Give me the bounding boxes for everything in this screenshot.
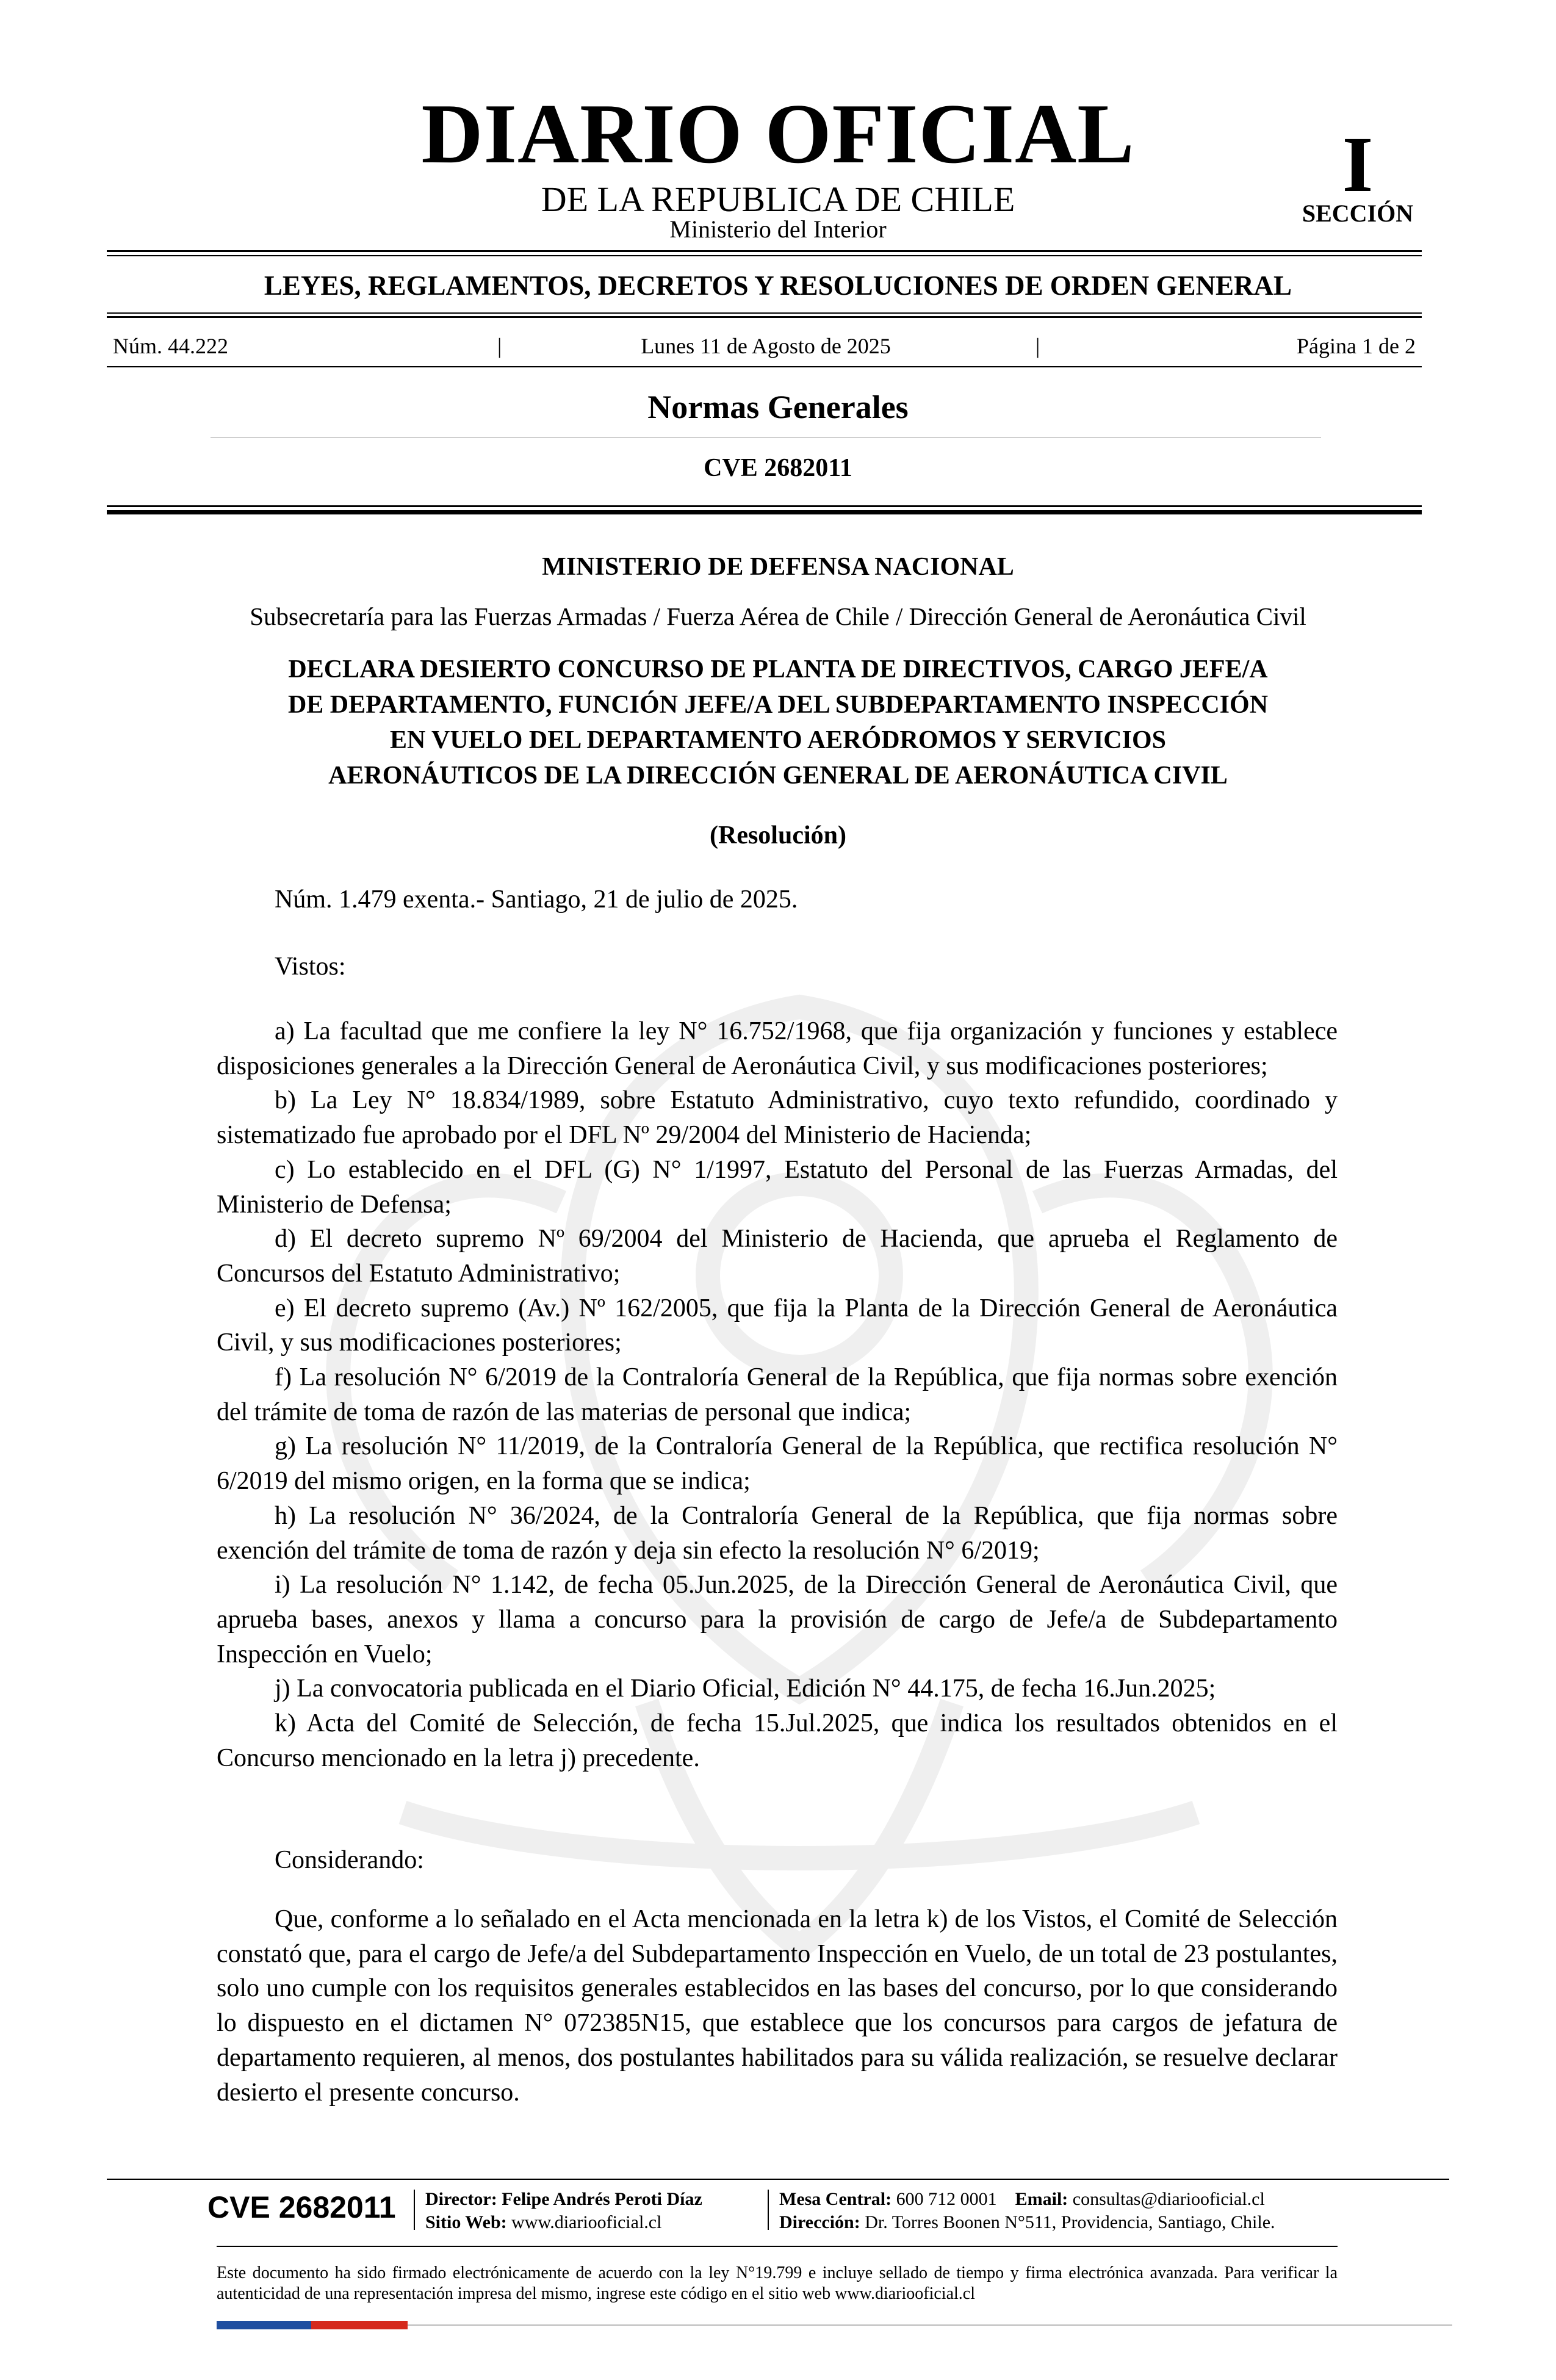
issue-separator: | xyxy=(1036,334,1040,358)
director-label: Director: xyxy=(425,2189,497,2209)
rule xyxy=(107,316,1422,318)
vistos-item: e) El decreto supremo (Av.) Nº 162/2005, que fija la Planta de la Dirección General de Aeronáutica Civil, y sus modificaciones posteriores; xyxy=(217,1294,1338,1357)
considerando-paragraph: Que, conforme a lo señalado en el Acta mencionada en la letra k) de los Vistos, el Comité de Selección constató que, para el cargo de Jefe/a del Subdepartamento Inspección en Vuelo, de un total de 23 postulantes, solo uno cumple con los requisitos generales establecidos en las bases del concurso, por lo que considerando lo dispuesto en el dictamen N° 072385N15, que establece que los concursos para cargos de jefatura de departamento requieren, al menos, dos postulantes habilitados para su válida realización, se resuelve declarar desierto el presente concurso. xyxy=(217,1905,1338,2107)
vistos-item: j) La convocatoria publicada en el Diario Oficial, Edición N° 44.175, de fecha 16.Jun.2025; xyxy=(275,1675,1216,1703)
rule xyxy=(107,366,1422,367)
issuing-subsecretaria: Subsecretaría para las Fuerzas Armadas / Fuerza Aérea de Chile / Dirección General de Aeronáutica Civil xyxy=(250,602,1306,630)
cve-code: CVE 2682011 xyxy=(704,454,852,482)
vistos-list xyxy=(217,1014,1338,1775)
mesa-phone: 600 712 0001 xyxy=(896,2189,997,2209)
footer-top-rule xyxy=(107,2179,1449,2180)
considerando-section xyxy=(217,1902,1338,2110)
title-line: DECLARA DESIERTO CONCURSO DE PLANTA DE DIRECTIVOS, CARGO JEFE/A xyxy=(288,655,1268,683)
rule xyxy=(107,255,1422,256)
vistos-item: i) La resolución N° 1.142, de fecha 05.Jun.2025, de la Dirección General de Aeronáutica Civil, que aprueba bases, anexos y llama a concurso para la provisión de cargo de Jefe/a de Subdepartamento Inspección en Vuelo; xyxy=(217,1571,1338,1668)
footer-divider xyxy=(768,2190,769,2230)
section-headline: LEYES, REGLAMENTOS, DECRETOS Y RESOLUCIONES DE ORDEN GENERAL xyxy=(264,270,1292,301)
section-label: SECCIÓN xyxy=(1302,200,1414,227)
footer-mid-rule xyxy=(217,2246,1338,2247)
vistos-item: f) La resolución N° 6/2019 de la Contraloría General de la República, que fija normas sobre exención del trámite de toma de razón de las materias de personal que indica; xyxy=(217,1363,1338,1426)
site-label: Sitio Web: xyxy=(425,2212,507,2232)
masthead-subtitle: DE LA REPUBLICA DE CHILE xyxy=(541,179,1015,219)
footer-divider xyxy=(414,2190,415,2230)
signature-note: Este documento ha sido firmado electrónicamente de acuerdo con la ley N°19.799 e incluye sellado de tiempo y firma electrónica avanzada. Para verificar la autenticidad de una representación impresa del mismo, ingrese este código en el sitio web www.diariooficial.cl xyxy=(217,2263,1338,2303)
email-link[interactable]: consultas@diariooficial.cl xyxy=(1072,2189,1265,2209)
vistos-item: c) Lo establecido en el DFL (G) N° 1/1997, Estatuto del Personal de las Fuerzas Armadas, del Ministerio de Defensa; xyxy=(217,1155,1338,1219)
footer-director-block xyxy=(425,2188,702,2234)
vistos-item: a) La facultad que me confiere la ley N° 16.752/1968, que fija organización y funciones y establece disposiciones generales a la Dirección General de Aeronáutica Civil, y sus modificaciones posteriores; xyxy=(217,1017,1338,1080)
issue-number: Núm. 44.222 xyxy=(113,334,228,358)
vistos-label: Vistos: xyxy=(275,953,346,981)
email-label: Email: xyxy=(1015,2189,1068,2209)
rule xyxy=(107,505,1422,507)
footer-contact-block xyxy=(779,2188,1275,2234)
address-label: Dirección: xyxy=(779,2212,860,2232)
masthead-title: DIARIO OFICIAL xyxy=(421,87,1135,181)
issuing-ministry: MINISTERIO DE DEFENSA NACIONAL xyxy=(542,553,1014,581)
mesa-label: Mesa Central: xyxy=(779,2189,892,2209)
vistos-item: g) La resolución N° 11/2019, de la Contraloría General de la República, que rectifica resolución N° 6/2019 del mismo origen, en la forma que se indica; xyxy=(217,1432,1338,1496)
director-name: Felipe Andrés Peroti Díaz xyxy=(502,2189,702,2209)
vistos-item: h) La resolución N° 36/2024, de la Contraloría General de la República, que fija normas sobre exención del trámite de toma de razón y deja sin efecto la resolución N° 6/2019; xyxy=(217,1501,1338,1565)
vistos-item: k) Acta del Comité de Selección, de fecha 15.Jul.2025, que indica los resultados obtenidos en el Concurso mencionado en la letra j) precedente. xyxy=(217,1709,1338,1772)
page-number: Página 1 de 2 xyxy=(1297,334,1416,358)
normas-heading: Normas Generales xyxy=(647,389,909,425)
rule xyxy=(107,250,1422,252)
footer-bottom-rule xyxy=(408,2324,1452,2326)
rule xyxy=(107,312,1422,314)
title-line: AERONÁUTICOS DE LA DIRECCIÓN GENERAL DE AERONÁUTICA CIVIL xyxy=(328,762,1228,790)
thin-divider xyxy=(211,437,1321,438)
document-type-label: (Resolución) xyxy=(710,821,846,849)
address-value: Dr. Torres Boonen N°511, Providencia, Santiago, Chile. xyxy=(865,2212,1275,2232)
flag-bar-red xyxy=(311,2321,408,2329)
issue-date: Lunes 11 de Agosto de 2025 xyxy=(641,334,891,358)
vistos-item: d) El decreto supremo Nº 69/2004 del Ministerio de Hacienda, que aprueba el Reglamento de Concursos del Estatuto Administrativo; xyxy=(217,1225,1338,1288)
issue-info-row xyxy=(113,334,1416,358)
footer-cve-code: CVE 2682011 xyxy=(207,2190,396,2224)
issue-separator: | xyxy=(497,334,502,358)
title-line: DE DEPARTAMENTO, FUNCIÓN JEFE/A DEL SUBDEPARTAMENTO INSPECCIÓN xyxy=(287,691,1269,719)
document-title xyxy=(183,652,1373,793)
site-link[interactable]: www.diariooficial.cl xyxy=(511,2212,662,2232)
resolution-number-line: Núm. 1.479 exenta.- Santiago, 21 de julio de 2025. xyxy=(275,885,798,914)
considerando-label: Considerando: xyxy=(275,1846,424,1874)
vistos-item: b) La Ley N° 18.834/1989, sobre Estatuto Administrativo, cuyo texto refundido, coordinado y sistematizado fue aprobado por el DFL Nº 29/2004 del Ministerio de Hacienda; xyxy=(217,1086,1338,1150)
rule xyxy=(107,510,1422,514)
masthead-ministry: Ministerio del Interior xyxy=(669,215,887,243)
flag-bar-blue xyxy=(217,2321,311,2329)
title-line: EN VUELO DEL DEPARTAMENTO AERÓDROMOS Y SERVICIOS xyxy=(389,726,1167,754)
section-number: I xyxy=(1342,121,1374,209)
